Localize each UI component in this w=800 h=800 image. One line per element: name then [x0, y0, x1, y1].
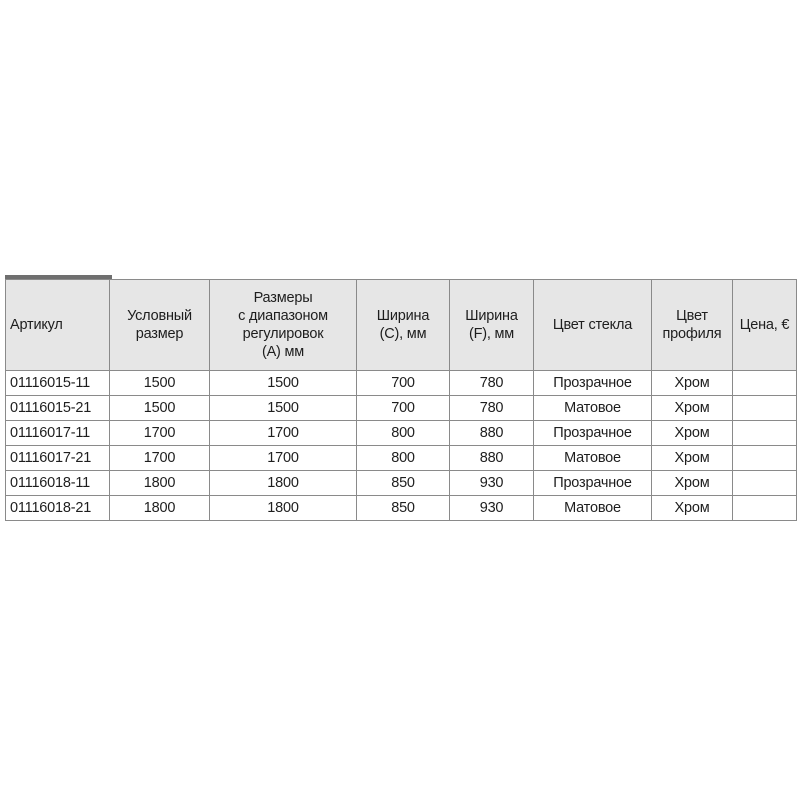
cell-glass-color: Матовое [534, 496, 652, 521]
cell-adjustment-range: 1700 [210, 421, 357, 446]
cell-article: 01116018-21 [6, 496, 110, 521]
cell-article: 01116018-11 [6, 471, 110, 496]
cell-width-c: 700 [357, 371, 450, 396]
header-price: Цена, € [733, 280, 797, 371]
table-row [6, 396, 797, 421]
cell-article: 01116017-21 [6, 446, 110, 471]
cell-profile-color: Хром [652, 496, 733, 521]
cell-nominal-size: 1800 [110, 496, 210, 521]
cell-glass-color: Прозрачное [534, 371, 652, 396]
header-width-f: Ширина (F), мм [450, 280, 534, 371]
cell-price [733, 396, 797, 421]
cell-glass-color: Прозрачное [534, 421, 652, 446]
cell-width-f: 780 [450, 396, 534, 421]
cell-glass-color: Матовое [534, 446, 652, 471]
table-header-row [6, 280, 797, 371]
cell-article: 01116015-11 [6, 371, 110, 396]
cell-adjustment-range: 1800 [210, 471, 357, 496]
cell-nominal-size: 1500 [110, 371, 210, 396]
header-glass-color: Цвет стекла [534, 280, 652, 371]
cell-profile-color: Хром [652, 446, 733, 471]
cell-width-c: 800 [357, 421, 450, 446]
cell-price [733, 421, 797, 446]
cell-width-f: 930 [450, 471, 534, 496]
header-profile-color: Цвет профиля [652, 280, 733, 371]
cell-profile-color: Хром [652, 471, 733, 496]
cell-profile-color: Хром [652, 421, 733, 446]
cell-width-c: 850 [357, 496, 450, 521]
table-row [6, 421, 797, 446]
cell-nominal-size: 1700 [110, 421, 210, 446]
cell-width-f: 780 [450, 371, 534, 396]
cell-profile-color: Хром [652, 371, 733, 396]
header-width-c: Ширина (С), мм [357, 280, 450, 371]
cell-price [733, 496, 797, 521]
header-adjustment-range: Размеры с диапазоном регулировок (А) мм [210, 280, 357, 371]
product-table [5, 279, 797, 521]
cell-price [733, 446, 797, 471]
cell-width-c: 700 [357, 396, 450, 421]
cell-price [733, 471, 797, 496]
cell-adjustment-range: 1500 [210, 371, 357, 396]
cell-article: 01116017-11 [6, 421, 110, 446]
header-article: Артикул [6, 280, 110, 371]
cell-nominal-size: 1700 [110, 446, 210, 471]
header-nominal-size: Условный размер [110, 280, 210, 371]
cell-glass-color: Матовое [534, 396, 652, 421]
cell-width-f: 880 [450, 421, 534, 446]
cell-adjustment-range: 1700 [210, 446, 357, 471]
table-row [6, 371, 797, 396]
cell-nominal-size: 1800 [110, 471, 210, 496]
cell-adjustment-range: 1500 [210, 396, 357, 421]
cell-nominal-size: 1500 [110, 396, 210, 421]
cell-profile-color: Хром [652, 396, 733, 421]
table-row [6, 446, 797, 471]
product-table-container [5, 279, 796, 521]
cell-width-f: 880 [450, 446, 534, 471]
cell-adjustment-range: 1800 [210, 496, 357, 521]
cell-width-f: 930 [450, 496, 534, 521]
cell-width-c: 850 [357, 471, 450, 496]
table-row [6, 496, 797, 521]
table-row [6, 471, 797, 496]
cell-price [733, 371, 797, 396]
cell-article: 01116015-21 [6, 396, 110, 421]
cell-glass-color: Прозрачное [534, 471, 652, 496]
cell-width-c: 800 [357, 446, 450, 471]
